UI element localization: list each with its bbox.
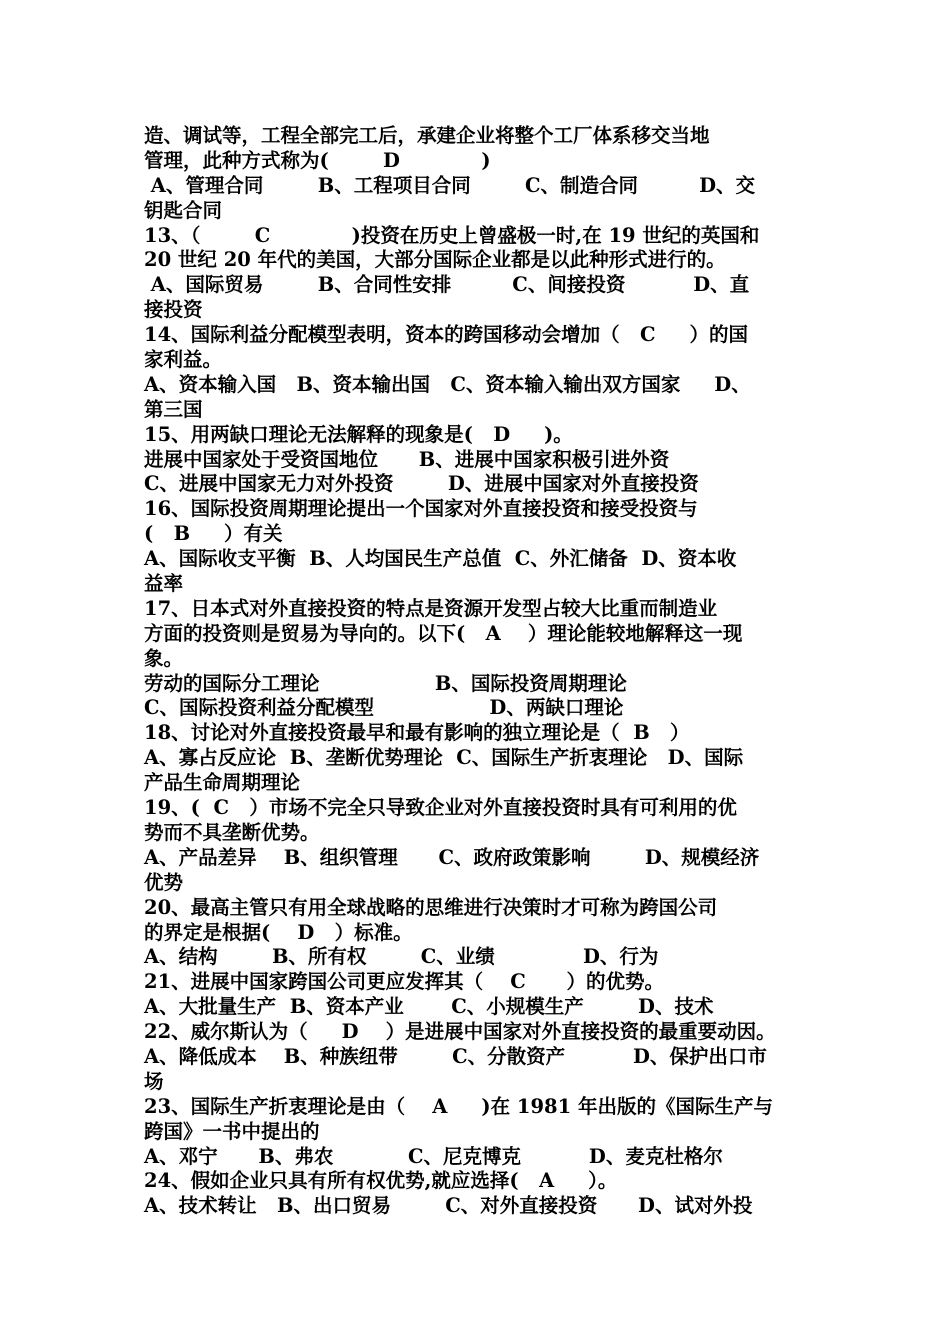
text-line: C、进展中国家无力对外投资 D、进展中国家对外直接投资 [144,472,699,496]
text-line: 钥匙合同 [144,198,223,222]
text-line: 19、( C ）市场不完全只导致企业对外直接投资时具有可利用的优 [144,796,737,820]
text-line: 象。 [144,646,184,670]
text-line: A、技术转让 B、出口贸易 C、对外直接投资 D、试对外投 [144,1194,753,1218]
text-line: 24、假如企业只具有所有权优势,就应选择( A ）。 [144,1169,618,1193]
text-line: 的界定是根据( D ）标准。 [144,920,413,944]
text-line: A、大批量生产 B、资本产业 C、小规模生产 D、技术 [144,995,714,1019]
text-line: A、管理合同 B、工程项目合同 C、制造合同 D、交 [144,173,756,197]
text-line: 23、国际生产折衷理论是由（ A )在 1981 年出版的《国际生产与 [144,1094,773,1118]
text-line: 20、最高主管只有用全球战略的思维进行决策时才可称为跨国公司 [144,895,718,919]
text-line: 17、日本式对外直接投资的特点是资源开发型占较大比重而制造业 [144,596,718,620]
text-line: 优势 [144,870,184,894]
text-line: 21、进展中国家跨国公司更应发挥其（ C ）的优势。 [144,970,665,994]
text-line: A、寡占反应论 B、垄断优势理论 C、国际生产折衷理论 D、国际 [144,746,744,770]
text-line: 场 [144,1069,164,1093]
text-line: 14、国际利益分配模型表明，资本的跨国移动会增加（ C ）的国 [144,323,748,347]
text-line: A、产品差异 B、组织管理 C、政府政策影响 D、规模经济 [144,845,760,869]
text-line: 第三国 [144,397,203,421]
text-line: 益率 [144,572,184,596]
text-line: 22、威尔斯认为（ D ）是进展中国家对外直接投资的最重要动因。 [144,1020,776,1044]
text-line: 16、国际投资周期理论提出一个国家对外直接投资和接受投资与 [144,497,698,521]
text-line: A、资本输入国 B、资本输出国 C、资本输入输出双方国家 D、 [144,372,751,396]
text-line: 20 世纪 20 年代的美国，大部分国际企业都是以此种形式进行的。 [144,248,726,272]
text-line: 劳动的国际分工理论 B、国际投资周期理论 [144,671,627,695]
text-line: 跨国》一书中提出的 [144,1119,320,1143]
text-line: 接投资 [144,298,203,322]
text-line: 产品生命周期理论 [144,771,301,795]
text-line: 造、调试等，工程全部完工后，承建企业将整个工厂体系移交当地 [144,124,710,147]
text-line: 15、用两缺口理论无法解释的现象是( D )。 [144,422,573,446]
text-line: 进展中国家处于受资国地位 B、进展中国家积极引进外资 [144,447,670,471]
text-line: 势而不具垄断优势。 [144,820,320,844]
text-line: 家利益。 [144,348,223,372]
text-line: A、邓宁 B、弗农 C、尼克博克 D、麦克杜格尔 [144,1144,723,1168]
text-line: 18、讨论对外直接投资最早和最有影响的独立理论是（ B ） [144,721,690,745]
text-line: A、降低成本 B、种族纽带 C、分散资产 D、保护出口市 [144,1044,767,1068]
text-line: A、国际收支平衡 B、人均国民生产总值 C、外汇储备 D、资本收 [144,547,737,571]
text-line: 方面的投资则是贸易为导向的。以下( A ）理论能较地解释这一现 [144,621,743,645]
text-line: A、国际贸易 B、合同性安排 C、间接投资 D、直 [144,273,750,297]
text-line: A、结构 B、所有权 C、业绩 D、行为 [144,945,659,969]
text-line: 管理，此种方式称为( D ) [144,148,491,172]
text-line: 13、（ C )投资在历史上曾盛极一时,在 19 世纪的英国和 [144,223,760,247]
text-line: ( B ）有关 [144,522,283,546]
text-line: C、国际投资利益分配模型 D、两缺口理论 [144,696,624,720]
question-text [144,124,814,1219]
